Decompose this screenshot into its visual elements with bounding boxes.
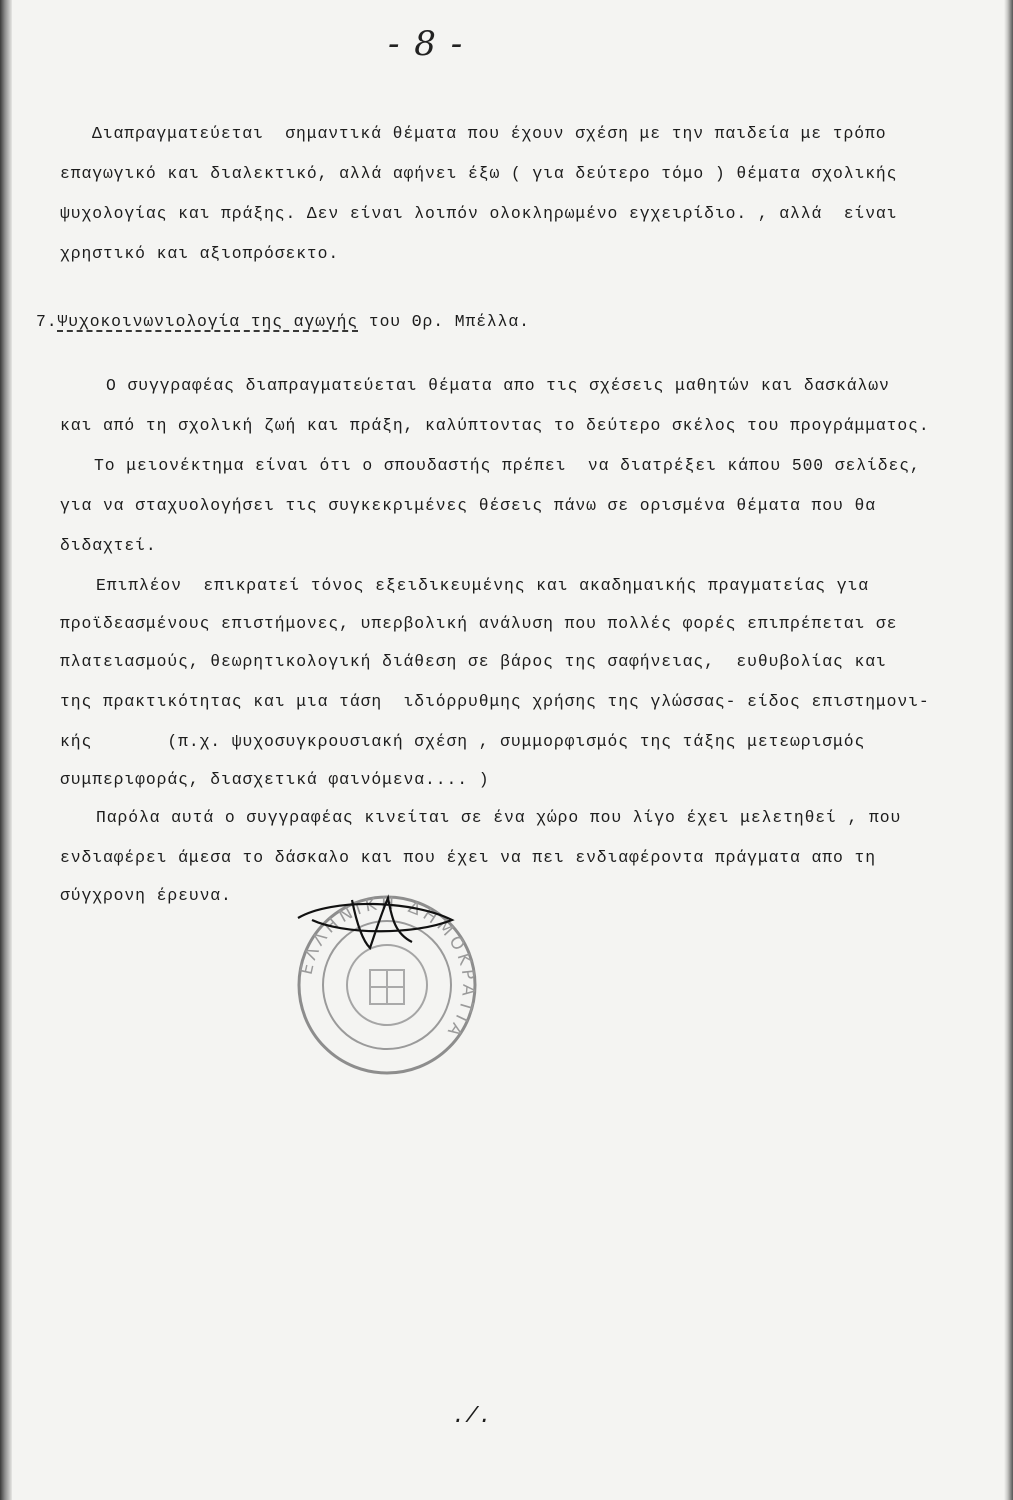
paragraph-5-line-2: ενδιαφέρει άμεσα το δάσκαλο και που έχει να πει ενδιαφέροντα πράγματα απο τη xyxy=(60,848,876,867)
paragraph-4-line-5: κής (π.χ. ψυχοσυγκρουσιακή σχέση , συμμορφισμός της τάξης μετεωρισμός xyxy=(60,732,866,751)
official-stamp-icon xyxy=(292,890,482,1080)
section-number: 7. xyxy=(36,312,58,331)
paragraph-3-line-1: Το μειονέκτημα είναι ότι ο σπουδαστής πρέπει να διατρέξει κάπου 500 σελίδες, xyxy=(94,456,921,475)
paragraph-3-line-3: διδαχτεί. xyxy=(60,536,157,555)
section-heading xyxy=(36,312,530,331)
paragraph-5-line-3: σύγχρονη έρευνα. xyxy=(60,886,232,905)
paragraph-1-line-1: Διαπραγματεύεται σημαντικά θέματα που έχουν σχέση με την παιδεία με τρόπο xyxy=(92,124,887,143)
page-number: - 8 - xyxy=(388,24,465,64)
paragraph-2-line-2: και από τη σχολική ζωή και πράξη, καλύπτοντας το δεύτερο σκέλος του προγράμματος. xyxy=(60,416,930,435)
svg-text:ΕΛΛΗΝΙΚΗ ΔΗΜΟΚΡΑΤΙΑ: ΕΛΛΗΝΙΚΗ ΔΗΜΟΚΡΑΤΙΑ xyxy=(296,893,479,1044)
section-author: του Θρ. Μπέλλα. xyxy=(358,312,530,331)
continuation-mark: ./. xyxy=(452,1404,492,1429)
paragraph-5-line-1: Παρόλα αυτά ο συγγραφέας κινείται σε ένα χώρο που λίγο έχει μελετηθεί , που xyxy=(96,808,902,827)
paragraph-1-line-4: χρηστικό και αξιοπρόσεκτο. xyxy=(60,244,340,263)
section-title: Ψυχοκοινωνιολογία της αγωγής xyxy=(57,312,359,331)
paragraph-4-line-6: συμπεριφοράς, διασχετικά φαινόμενα.... ) xyxy=(60,770,490,789)
paragraph-1-line-2: επαγωγικό και διαλεκτικό, αλλά αφήνει έξω ( για δεύτερο τόμο ) θέματα σχολικής xyxy=(60,164,898,183)
paragraph-4-line-3: πλατειασμούς, θεωρητικολογική διάθεση σε βάρος της σαφήνειας, ευθυβολίας και xyxy=(60,652,887,671)
paragraph-1-line-3: ψυχολογίας και πράξης. Δεν είναι λοιπόν ολοκληρωμένο εγχειρίδιο. , αλλά είναι xyxy=(60,204,898,223)
paragraph-4-line-1: Επιπλέον επικρατεί τόνος εξειδικευμένης και ακαδημαικής πραγματείας για xyxy=(96,576,869,595)
paragraph-4-line-2: προϊδεασμένους επιστήμονες, υπερβολική ανάλυση που πολλές φορές επιπρέπεται σε xyxy=(60,614,898,633)
scan-right-edge xyxy=(1004,0,1013,1500)
scan-left-edge xyxy=(0,0,12,1500)
paragraph-2-line-1: Ο συγγραφέας διαπραγματεύεται θέματα απο τις σχέσεις μαθητών και δασκάλων xyxy=(106,376,890,395)
paragraph-4-line-4: της πρακτικότητας και μια τάση ιδιόρρυθμης χρήσης της γλώσσας- είδος επιστημονι- xyxy=(60,692,930,711)
paragraph-3-line-2: για να σταχυολογήσει τις συγκεκριμένες θέσεις πάνω σε ορισμένα θέματα που θα xyxy=(60,496,876,515)
